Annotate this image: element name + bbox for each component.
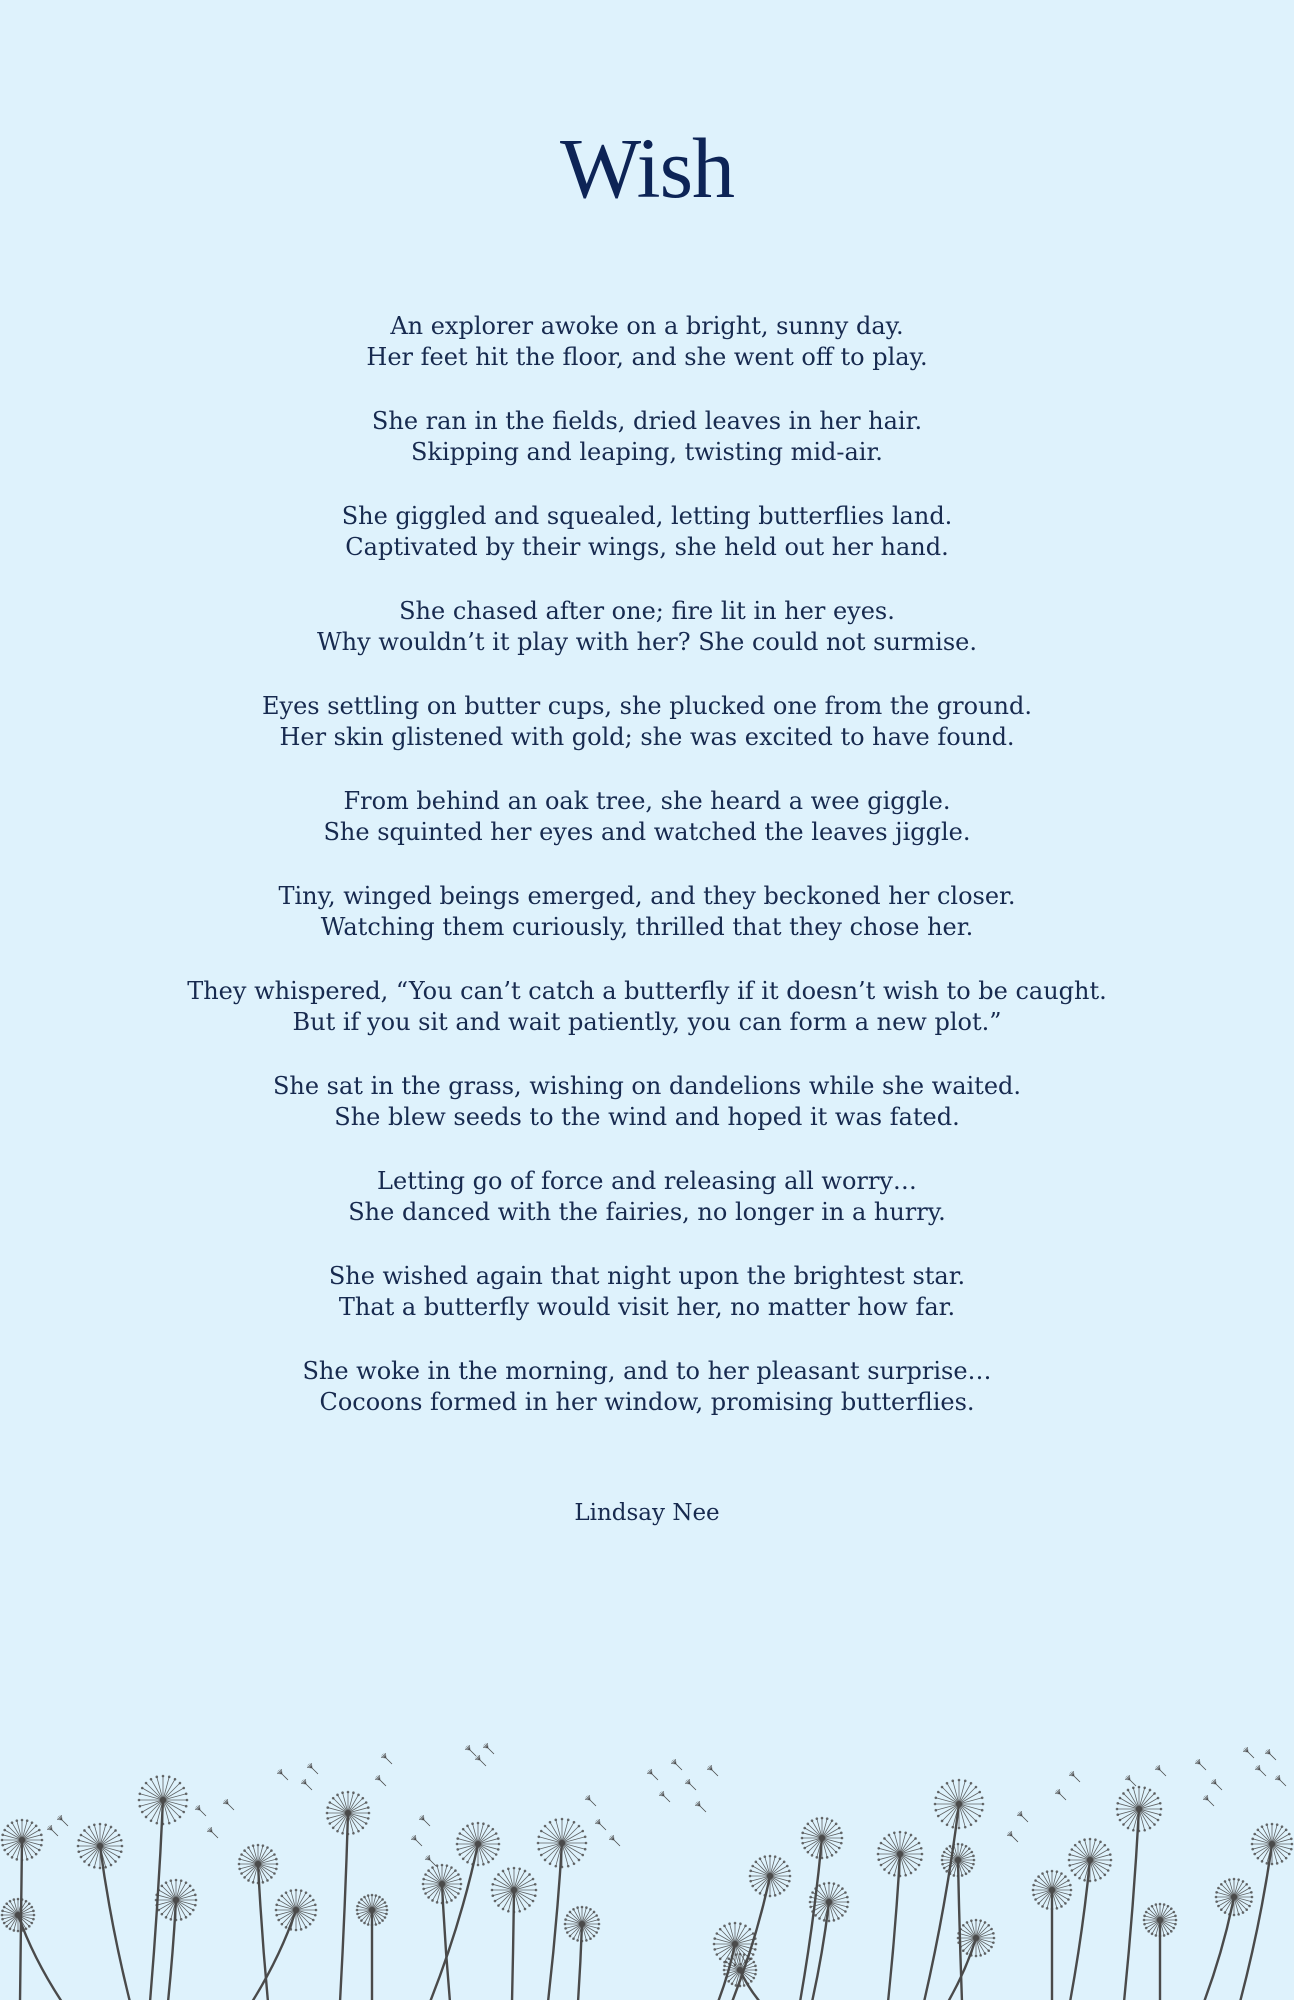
dandelion-icon (924, 1779, 984, 2000)
dandelion-icon (877, 1831, 924, 2000)
dandelion-seed-icon (223, 1799, 234, 1810)
poem-line: That a butterfly would visit her, no matter how far. (338, 1293, 956, 1321)
poem-line: They whispered, “You can’t catch a butterfly if it doesn’t wish to be caught. (187, 977, 1107, 1005)
poem-line: Cocoons formed in her window, promising butterflies. (319, 1388, 975, 1416)
stanza (0, 976, 1294, 1071)
dandelion-seed-icon (659, 1791, 670, 1802)
dandelion-icon (1032, 1870, 1073, 2000)
stanza (0, 1071, 1294, 1166)
poem-line: She chased after one; fire lit in her eyes. (399, 597, 895, 625)
dandelion-seed-icon (1265, 1749, 1276, 1760)
poem-line: She ran in the fields, dried leaves in her hair. (371, 407, 923, 435)
dandelion-seed-icon (1069, 1771, 1080, 1782)
poem-line: But if you sit and wait patiently, you can form a new plot.” (292, 1008, 1002, 1036)
dandelion-seed-icon (707, 1765, 718, 1776)
dandelion-seed-icon (277, 1769, 288, 1780)
stanza (0, 596, 1294, 691)
poem-line: Her skin glistened with gold; she was excited to have found. (279, 723, 1015, 751)
poem-line: An explorer awoke on a bright, sunny day. (390, 312, 904, 340)
dandelion-seed-icon (1125, 1775, 1136, 1786)
dandelion-icon (1068, 1838, 1113, 2000)
dandelion-seed-icon (411, 1835, 422, 1846)
stanza (0, 1166, 1294, 1261)
dandelion-seed-icon (465, 1745, 476, 1756)
dandelion-icon (941, 1843, 976, 2000)
dandelion-seed-icon (609, 1835, 620, 1846)
dandelion-seed-icon (375, 1775, 386, 1786)
dandelion-seed-icon (57, 1815, 68, 1826)
dandelion-seed-icon (1255, 1765, 1266, 1776)
dandelion-icon (356, 1894, 389, 2000)
dandelion-icon (1116, 1786, 1163, 2000)
dandelion-seed-icon (301, 1779, 312, 1790)
dandelion-seed-icon (419, 1815, 430, 1826)
stanza (0, 786, 1294, 881)
dandelion-seed-icon (1007, 1831, 1018, 1842)
dandelion-icon (732, 1855, 791, 2000)
dandelion-icon (491, 1867, 538, 2000)
stanza (0, 691, 1294, 786)
dandelion-icon (326, 1791, 371, 2000)
poem-line: Letting go of force and releasing all worry… (377, 1167, 917, 1195)
dandelion-icon (800, 1817, 843, 2000)
dandelion-icon (430, 1822, 500, 2000)
dandelion-seed-icon (685, 1779, 696, 1790)
stanza (0, 311, 1294, 406)
dandelion-seed-icon (671, 1759, 682, 1770)
poem-line: She squinted her eyes and watched the leaves jiggle. (323, 818, 971, 846)
dandelion-seed-icon (1195, 1759, 1206, 1770)
dandelion-seed-icon (381, 1753, 392, 1764)
dandelion-seed-icon (1055, 1789, 1066, 1800)
poem-line: Eyes settling on butter cups, she plucked one from the ground. (262, 692, 1032, 720)
dandelion-seed-icon (647, 1769, 658, 1780)
dandelion-icon (1143, 1903, 1178, 2000)
poem-line: Skipping and leaping, twisting mid-air. (411, 438, 883, 466)
dandelion-icon (155, 1879, 198, 2000)
dandelion-icon (1, 1898, 62, 2000)
dandelion-seed-icon (425, 1855, 436, 1866)
dandelion-icon (238, 1844, 279, 2000)
dandelion-seed-icon (1211, 1779, 1222, 1790)
dandelion-seed-icon (1203, 1795, 1214, 1806)
dandelion-icon (723, 1953, 760, 2000)
dandelion-icon (564, 1906, 601, 2000)
dandelion-seed-icon (1275, 1775, 1286, 1786)
dandelion-seed-icon (695, 1801, 706, 1812)
poem-line: Watching them curiously, thrilled that they chose her. (320, 913, 974, 941)
dandelion-icon (948, 1919, 995, 2000)
dandelion-seed-icon (47, 1825, 58, 1836)
stanza (0, 501, 1294, 596)
stanza (0, 1356, 1294, 1451)
dandelion-meadow-illustration (0, 1740, 1294, 2000)
poem-body (0, 311, 1294, 1451)
poem-line: Her feet hit the floor, and she went off to play. (366, 343, 928, 371)
poem-line: She woke in the morning, and to her pleasant surprise… (302, 1357, 992, 1385)
dandelion-seed-icon (1155, 1765, 1166, 1776)
poem-title: Wish (559, 120, 735, 216)
dandelion-seed-icon (307, 1763, 318, 1774)
poem-line: She giggled and squealed, letting butterflies land. (341, 502, 953, 530)
poem-line: From behind an oak tree, she heard a wee giggle. (343, 787, 951, 815)
dandelion-icon (1, 1819, 44, 2000)
poem-line: Captivated by their wings, she held out her hand. (345, 533, 949, 561)
dandelion-seed-icon (595, 1819, 606, 1830)
dandelion-seed-icon (207, 1827, 218, 1838)
poem-line: She danced with the fairies, no longer in a hurry. (348, 1198, 946, 1226)
dandelion-seed-icon (195, 1805, 206, 1816)
dandelion-seed-icon (475, 1755, 486, 1766)
dandelion-icon (1240, 1823, 1293, 2000)
dandelion-icon (77, 1823, 130, 2000)
poem-line: Tiny, winged beings emerged, and they beckoned her closer. (278, 882, 1016, 910)
poem-line: She sat in the grass, wishing on dandelions while she waited. (272, 1072, 1022, 1100)
poem-line: Why wouldn’t it play with her? She could not surmise. (317, 628, 977, 656)
dandelion-icon (252, 1889, 317, 2000)
stanza (0, 1261, 1294, 1356)
dandelion-seed-icon (585, 1795, 596, 1806)
dandelion-seed-icon (483, 1743, 494, 1754)
dandelion-seed-icon (1243, 1747, 1254, 1758)
poem-line: She blew seeds to the wind and hoped it was fated. (334, 1103, 960, 1131)
poem-author: Lindsay Nee (574, 1500, 720, 1526)
dandelion-seed-icon (1017, 1811, 1028, 1822)
stanza (0, 406, 1294, 501)
stanza (0, 881, 1294, 976)
poem-line: She wished again that night upon the brightest star. (328, 1262, 966, 1290)
dandelion-icon (422, 1864, 463, 2000)
